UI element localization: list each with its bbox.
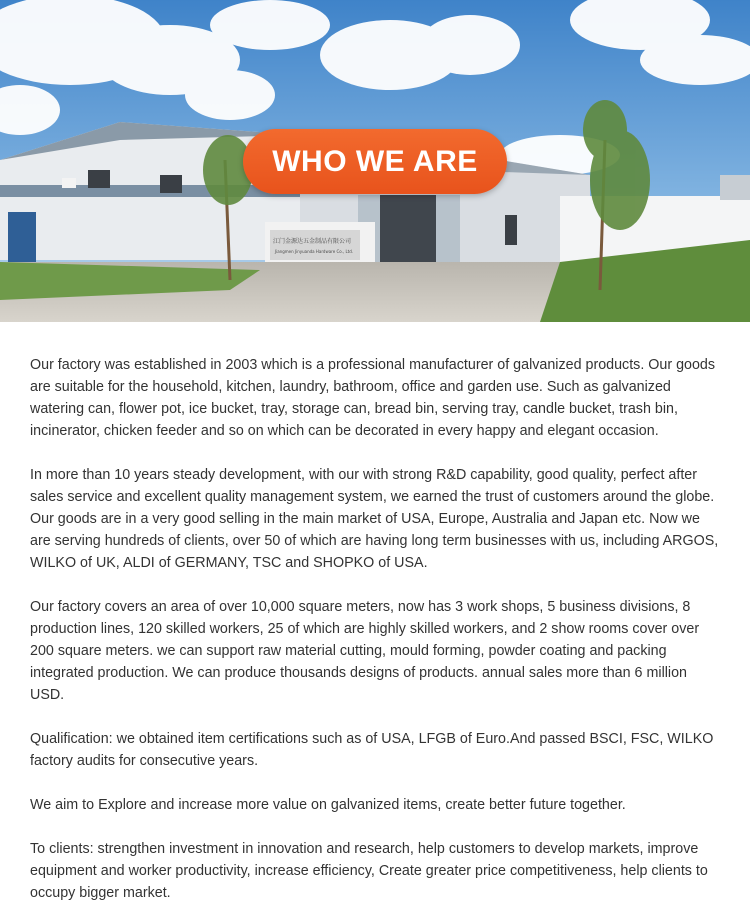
paragraph-development: In more than 10 years steady development, with our with strong R&D capability, good quality, perfect after sales service and excellent quality management system, we earned the trust of customers around the globe. Our goods are in a very good selling in the main market of USA, Europe, Australia and Japan etc. Now we are serving hundreds of clients, over 50 of which are having long term businesses with us, including ARGOS, WILKO of UK, ALDI of GERMANY, TSC and SHOPKO of USA.	[30, 467, 719, 571]
paragraph-clients: To clients: strengthen investment in innovation and research, help customers to develop markets, improve equipment and worker productivity, increase efficiency, Create greater price competitiveness, help clients to occupy bigger market.	[30, 841, 708, 901]
paragraph-history: Our factory was established in 2003 which is a professional manufacturer of galvanized products. Our goods are suitable for the household, kitchen, laundry, bathroom, office and garden use. Such as galvanized watering can, flower pot, ice bucket, tray, storage can, bread bin, serving tray, candle bucket, trash bin, incinerator, chicken feeder and so on which can be decorated in every happy and elegant occasion.	[30, 357, 716, 439]
paragraph-factory-size: Our factory covers an area of over 10,000 square meters, now has 3 work shops, 5 business divisions, 8 production lines, 120 skilled workers, 25 of which are highly skilled workers, and 2 show rooms cover over 200 square meters. we can support raw material cutting, mould forming, powder coating and packing integrated production. We can produce thousands designs of products. annual sales more than 6 million USD.	[30, 599, 700, 703]
who-we-are-title: WHO WE ARE	[243, 129, 507, 194]
hero-banner	[0, 0, 750, 322]
about-text	[0, 322, 750, 904]
paragraph-aim: We aim to Explore and increase more value on galvanized items, create better future together.	[30, 797, 626, 813]
factory-sign-en: Jiangmen Jinyuanda Hardware Co., Ltd.	[274, 249, 354, 254]
factory-sign-cn: 江门金源达五金制品有限公司	[272, 238, 352, 245]
paragraph-qualification: Qualification: we obtained item certifications such as of USA, LFGB of Euro.And passed BSCI, FSC, WILKO factory audits for consecutive years.	[30, 731, 714, 769]
